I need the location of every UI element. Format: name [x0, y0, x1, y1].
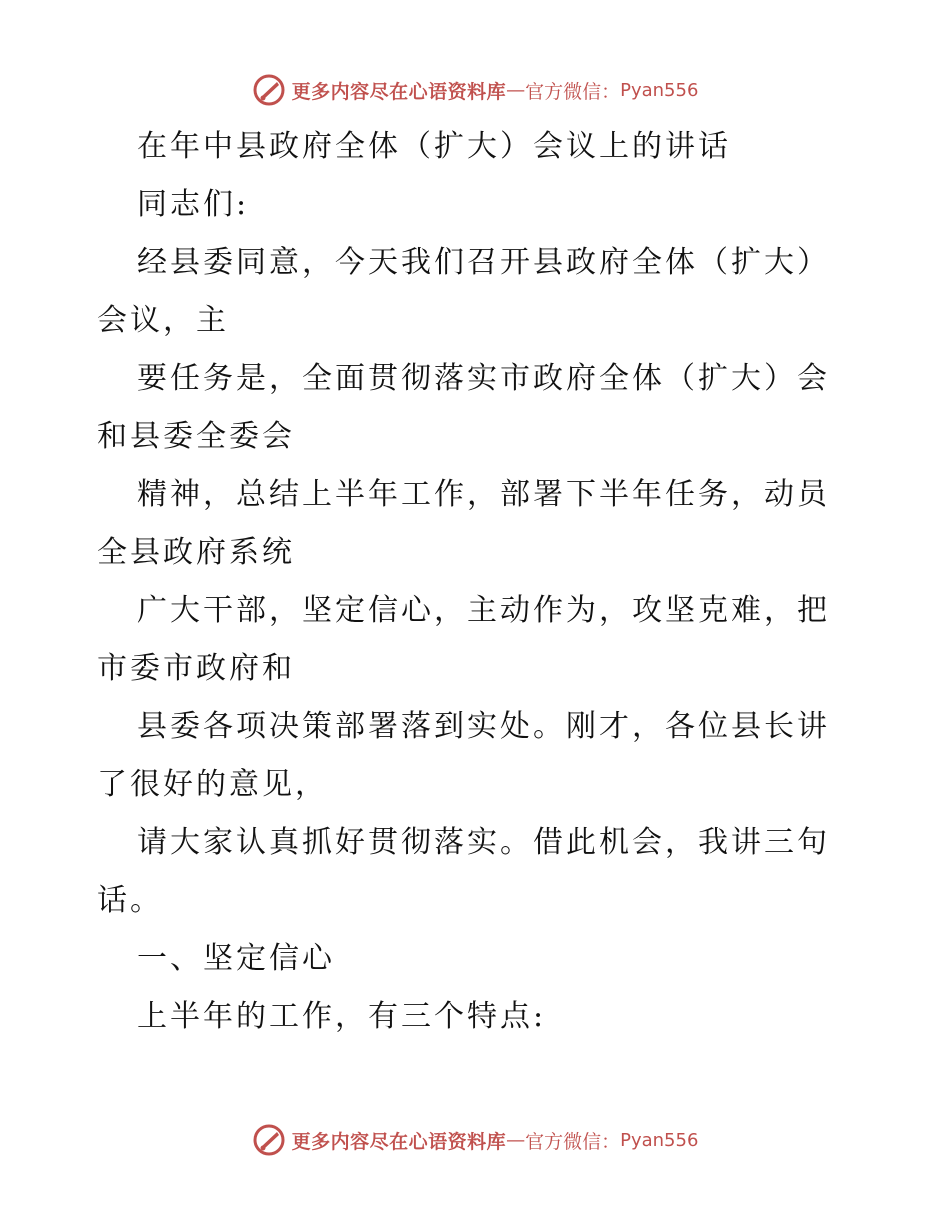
body-line: 县委各项决策部署落到实处。刚才，各位县长讲	[137, 709, 830, 744]
body-line: 和县委全委会	[97, 419, 295, 454]
watermark-main-text: 更多内容尽在心语资料库	[291, 1130, 507, 1153]
footer-watermark	[0, 1120, 950, 1160]
body-line: 话。	[97, 883, 163, 918]
watermark-main-text: 更多内容尽在心语资料库	[291, 80, 507, 103]
document-body	[97, 118, 857, 1046]
watermark-suffix: 官方微信：	[525, 80, 621, 103]
watermark-id: Pyan556	[620, 1129, 699, 1151]
logo-icon	[252, 1123, 286, 1157]
body-line: 上半年的工作，有三个特点:	[137, 999, 547, 1034]
body-line: 经县委同意，今天我们召开县政府全体（扩大）	[137, 245, 830, 280]
body-line: 市委市政府和	[97, 651, 295, 686]
header-watermark	[0, 70, 950, 110]
body-line: 全县政府系统	[97, 535, 295, 570]
salutation: 同志们:	[137, 187, 250, 222]
watermark-dash: —	[506, 79, 526, 101]
body-line: 广大干部，坚定信心，主动作为，攻坚克难，把	[137, 593, 830, 628]
watermark-id: Pyan556	[620, 79, 699, 101]
body-line: 了很好的意见，	[97, 767, 328, 802]
watermark-suffix: 官方微信：	[525, 1130, 621, 1153]
document-title: 在年中县政府全体（扩大）会议上的讲话	[137, 129, 731, 164]
watermark-dash: —	[506, 1129, 526, 1151]
section-heading: 一、坚定信心	[137, 941, 335, 976]
body-line: 要任务是，全面贯彻落实市政府全体（扩大）会	[137, 361, 830, 396]
body-line: 请大家认真抓好贯彻落实。借此机会，我讲三句	[137, 825, 830, 860]
body-line: 会议，主	[97, 303, 229, 338]
body-line: 精神，总结上半年工作，部署下半年任务，动员	[137, 477, 830, 512]
logo-icon	[252, 73, 286, 107]
